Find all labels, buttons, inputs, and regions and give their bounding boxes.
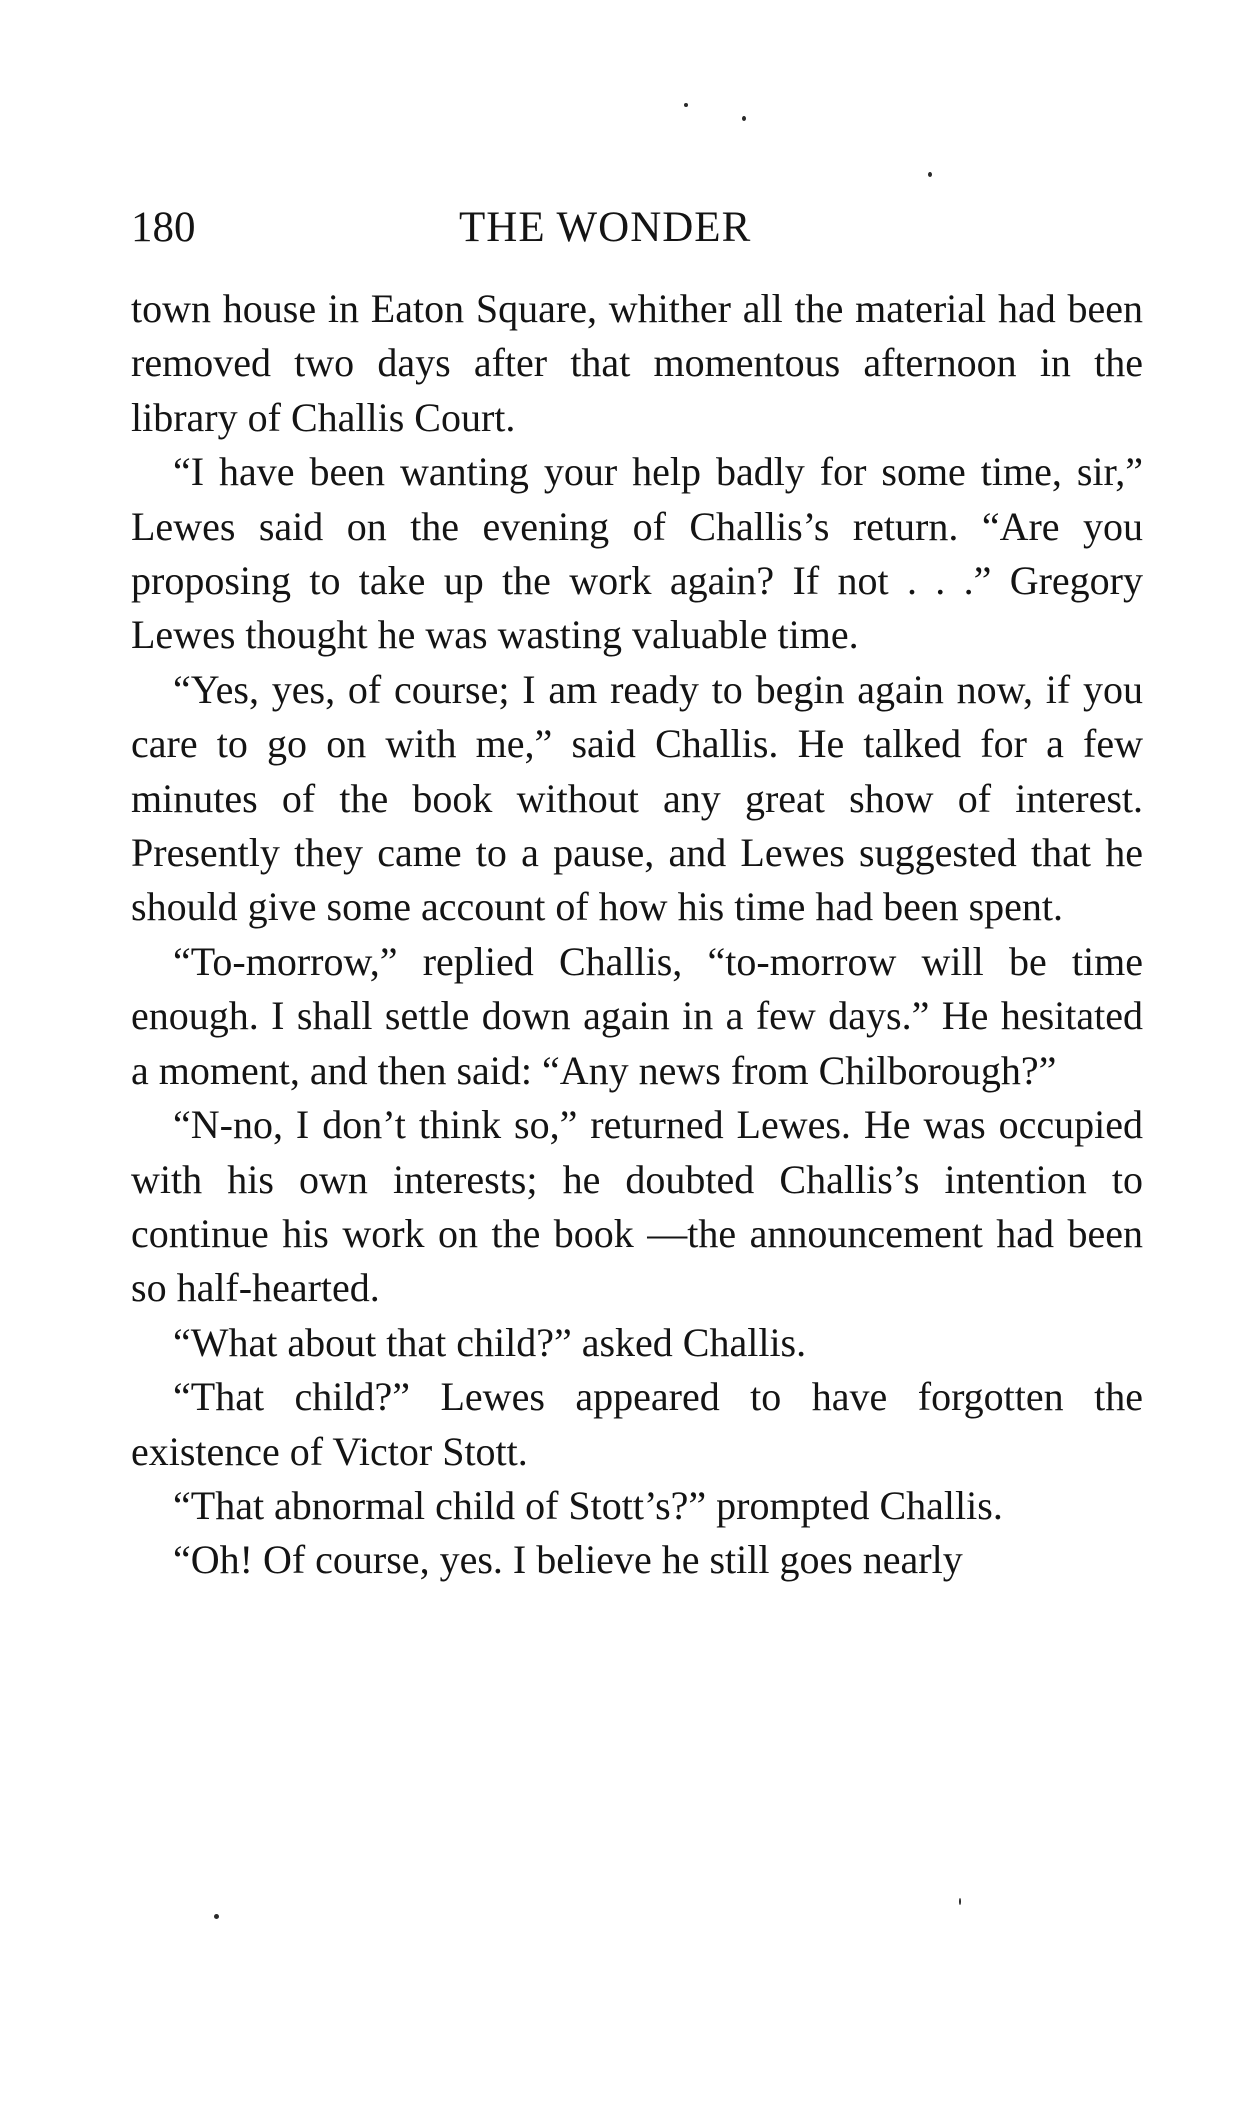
page-header [131,198,1141,258]
page-number: 180 [131,204,196,251]
paragraph: “I have been wanting your help badly for some time, sir,” Lewes said on the evening of Challis’s return. “Are you proposing to take up the work again? If not . . .” Gregory Lewes thought he was wasting valuable time. [131,449,1143,658]
paragraph: “To-morrow,” replied Challis, “to-morrow will be time enough. I shall settle down again in a few days.” He hesitated a moment, and then said: “Any news from Chilborough?” [131,938,1143,1093]
scan-speck [214,1914,219,1919]
paragraph: town house in Eaton Square, whither all the material had been removed two days after that momentous afternoon in the library of Challis Court. [131,286,1143,440]
running-title: THE WONDER [459,204,752,251]
paragraph: “N-no, I don’t think so,” returned Lewes. He was occupied with his own interests; he doubted Challis’s intention to continue his work on the book —the announcement had been so half-hearted. [131,1102,1143,1311]
paragraph: “Oh! Of course, yes. I believe he still goes nearly [173,1537,963,1583]
paragraph: “That child?” Lewes appeared to have forgotten the existence of Victor Stott. [131,1374,1143,1474]
scan-speck [742,116,746,121]
body-text [131,282,1143,1588]
scan-speck [959,1898,961,1905]
scan-speck [928,172,932,177]
paragraph: “That abnormal child of Stott’s?” prompted Challis. [173,1482,1003,1528]
scan-speck [684,103,688,107]
paragraph: “Yes, yes, of course; I am ready to begin again now, if you care to go on with me,” said Challis. He talked for a few minutes of the book without any great show of interest. Presently they came to a pause, and Lewes suggested that he should give some account of how his time had been spent. [131,666,1143,930]
paragraph: “What about that child?” asked Challis. [173,1319,807,1365]
